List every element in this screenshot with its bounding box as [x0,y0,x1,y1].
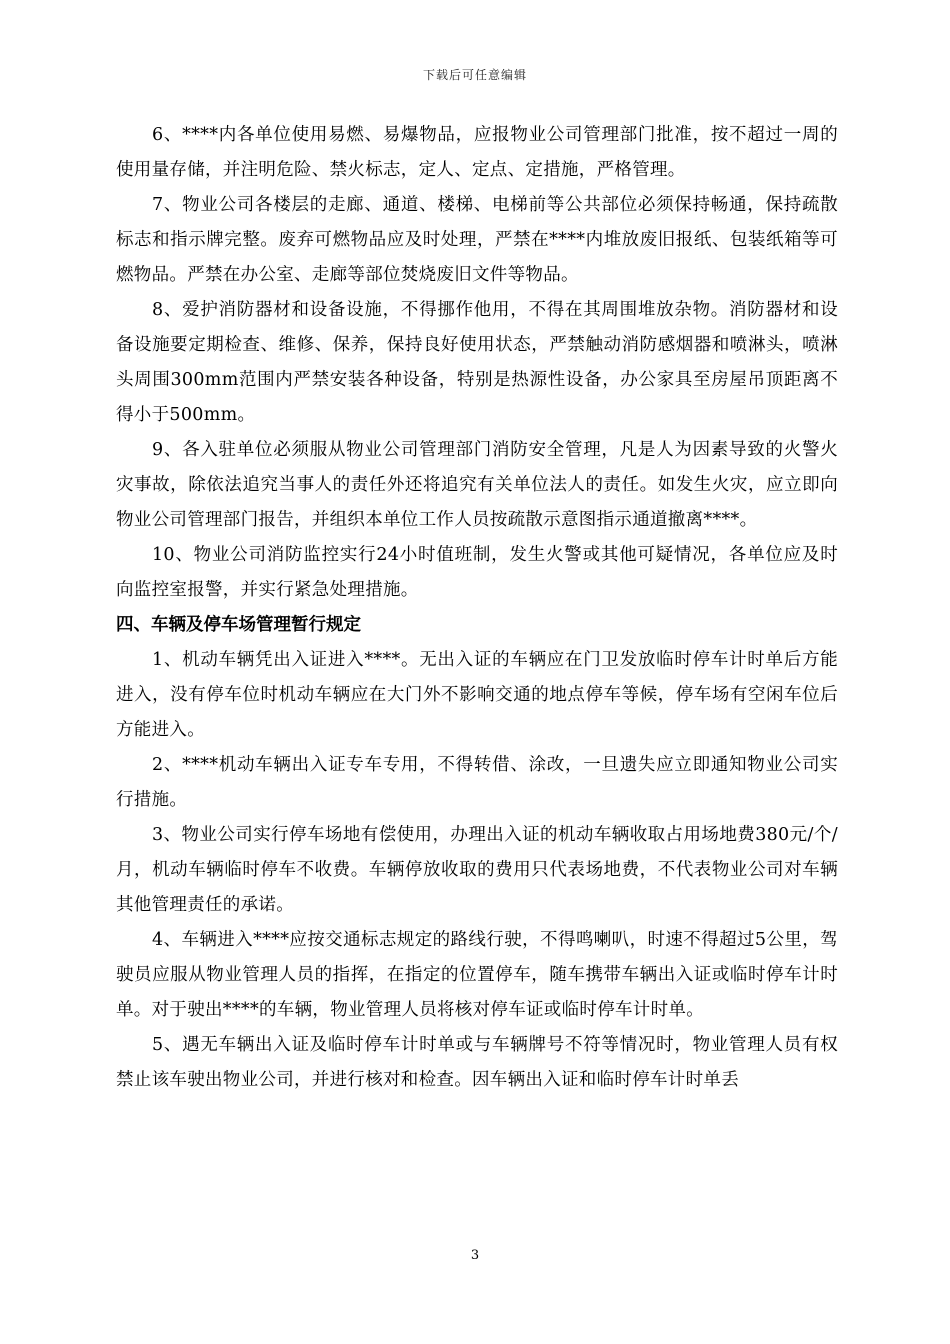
paragraph-6: 6、****内各单位使用易燃、易爆物品，应报物业公司管理部门批准，按不超过一周的使用量存储，并注明危险、禁火标志，定人、定点、定措施，严格管理。 [116,125,838,180]
paragraph-8: 8、爱护消防器材和设备设施，不得挪作他用，不得在其周围堆放杂物。消防器材和设备设施要定期检查、维修、保养，保持良好使用状态，严禁触动消防感烟器和喷淋头，喷淋头周围300mm范围内严禁安装各种设备，特别是热源性设备，办公家具至房屋吊顶距离不得小于500mm。 [116,300,838,425]
paragraph-9: 9、各入驻单位必须服从物业公司管理部门消防安全管理，凡是人为因素导致的火警火灾事故，除依法追究当事人的责任外还将追究有关单位法人的责任。如发生火灾，应立即向物业公司管理部门报告，并组织本单位工作人员按疏散示意图指示通道撤离****。 [116,440,838,530]
vehicle-rule-3: 3、物业公司实行停车场地有偿使用，办理出入证的机动车辆收取占用场地费380元/个/月，机动车辆临时停车不收费。车辆停放收取的费用只代表场地费，不代表物业公司对车辆其他管理责任的承诺。 [116,825,838,915]
vehicle-rule-1: 1、机动车辆凭出入证进入****。无出入证的车辆应在门卫发放临时停车计时单后方能进入，没有停车位时机动车辆应在大门外不影响交通的地点停车等候，停车场有空闲车位后方能进入。 [116,650,838,740]
section-heading-4: 四、车辆及停车场管理暂行规定 [116,615,361,635]
document-body [116,118,838,1098]
paragraph-10: 10、物业公司消防监控实行24小时值班制，发生火警或其他可疑情况，各单位应及时向监控室报警，并实行紧急处理措施。 [116,545,838,600]
page-number: 3 [470,1248,480,1263]
vehicle-rule-5: 5、遇无车辆出入证及临时停车计时单或与车辆牌号不符等情况时，物业管理人员有权禁止该车驶出物业公司，并进行核对和检查。因车辆出入证和临时停车计时单丢 [116,1035,838,1090]
vehicle-rule-4: 4、车辆进入****应按交通标志规定的路线行驶，不得鸣喇叭，时速不得超过5公里，驾驶员应服从物业管理人员的指挥，在指定的位置停车，随车携带车辆出入证或临时停车计时单。对于驶出****的车辆，物业管理人员将核对停车证或临时停车计时单。 [116,930,838,1020]
paragraph-7: 7、物业公司各楼层的走廊、通道、楼梯、电梯前等公共部位必须保持畅通，保持疏散标志和指示牌完整。废弃可燃物品应及时处理，严禁在****内堆放废旧报纸、包装纸箱等可燃物品。严禁在办公室、走廊等部位焚烧废旧文件等物品。 [116,195,838,285]
vehicle-rule-2: 2、****机动车辆出入证专车专用，不得转借、涂改，一旦遗失应立即通知物业公司实行措施。 [116,755,838,810]
header-note: 下载后可任意编辑 [422,68,527,82]
